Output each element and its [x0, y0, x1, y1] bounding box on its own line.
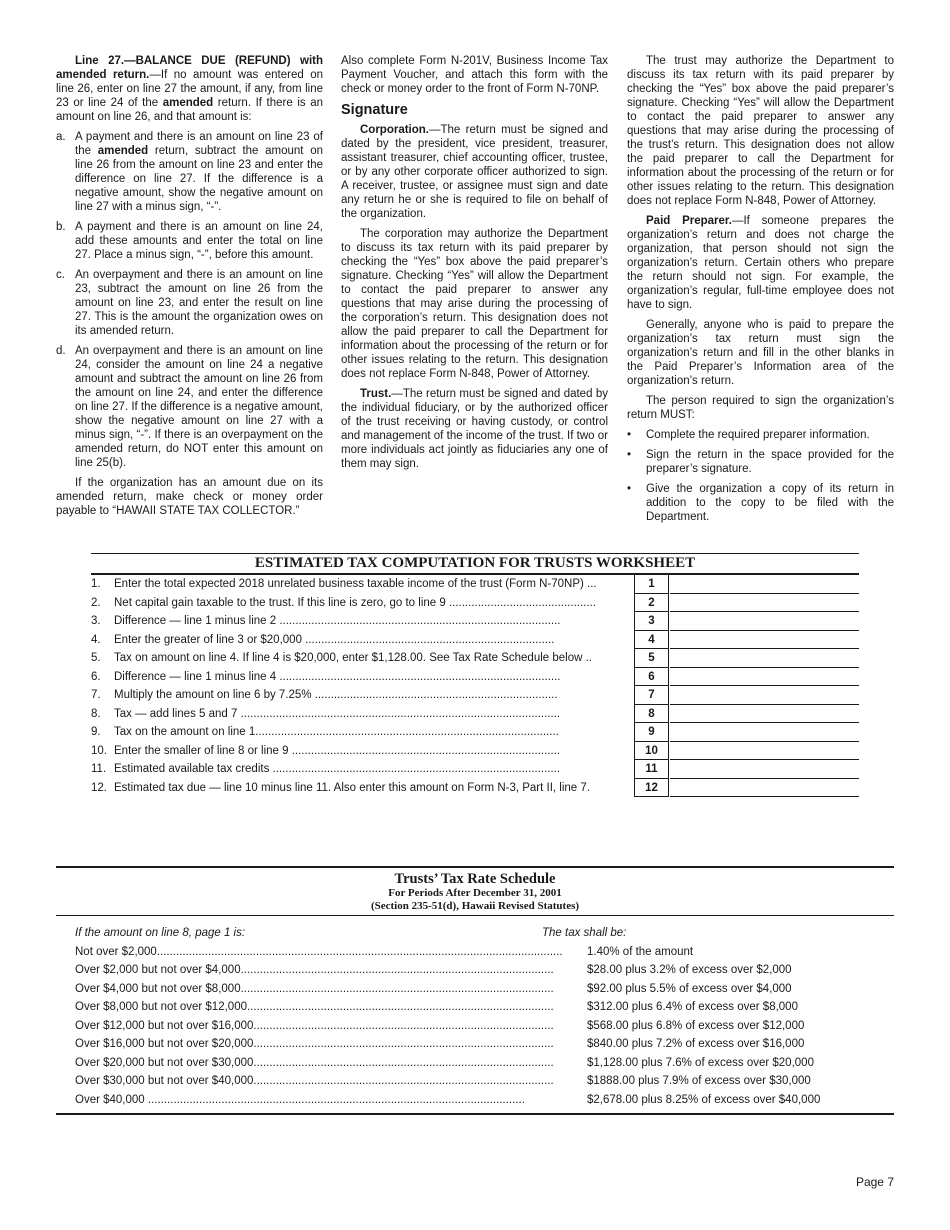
line-number-box: 2	[634, 594, 669, 613]
table-row: Over $8,000 but not over $12,000................................................................................................ $312.00 plus 6.4% of excess over $8,000	[75, 1001, 798, 1013]
line-number-box: 4	[634, 631, 669, 650]
worksheet-row: 5. Tax on amount on line 4. If line 4 is $20,000, enter $1,128.00. See Tax Rate Schedule below .. 5	[91, 649, 859, 668]
page-number: Page 7	[855, 1175, 894, 1189]
worksheet-row: 2. Net capital gain taxable to the trust. If this line is zero, go to line 9 .............................................. 2	[91, 594, 859, 613]
bullet-icon: •	[627, 429, 632, 441]
entry-field[interactable]	[670, 649, 859, 668]
list-item: d. An overpayment and there is an amount on line 24, consider the amount on line 24 a negative amount and subtract the amount on line 26 from the amount on line 24, and enter the difference on line 27. If the difference is a negative amount, show the negative amount on line 27 with a minus sign, “-”. If there is an overpayment on the amended return, do NOT enter this amount on line 25(b).	[56, 345, 323, 469]
preparer-requirements-list	[627, 428, 894, 524]
schedule-column-headers	[75, 926, 894, 945]
schedule-title: Trusts’ Tax Rate Schedule	[394, 871, 556, 887]
table-row: Over $16,000 but not over $20,000.............................................................................................. $840.00 plus 7.2% of excess over $16,000	[75, 1038, 805, 1050]
line-number-box: 12	[634, 779, 669, 798]
line-number-box: 11	[634, 760, 669, 779]
entry-field[interactable]	[670, 779, 859, 798]
line27-heading: Line 27.—BALANCE DUE (REFUND) with amended return.	[56, 55, 323, 81]
worksheet-row: 9. Tax on the amount on line 1............................................................................................... 9	[91, 723, 859, 742]
line-number-box: 9	[634, 723, 669, 742]
paid-preparer-paragraph: Paid Preparer.—If someone prepares the organization’s return and does not charge the organization, that person should not sign the organization’s return. Certain others who prepare the return should not sign. For example, the organization’s regular, full-time employee does not have to sign.	[627, 215, 894, 311]
line-number-box: 5	[634, 649, 669, 668]
amount-column-header: If the amount on line 8, page 1 is:	[75, 927, 246, 939]
entry-field[interactable]	[670, 575, 859, 594]
instructions-column-3	[627, 54, 894, 530]
entry-field[interactable]	[670, 742, 859, 761]
trust-paragraph: Trust.—The return must be signed and dated by the individual fiduciary, or by the authorized officer of the trust receiving or having custody, or control and management of the income of the trust. If two or more individuals act jointly as fiduciaries any one of them may sign.	[341, 388, 608, 470]
worksheet-row: 1. Enter the total expected 2018 unrelated business taxable income of the trust (Form N-70NP) ... 1	[91, 575, 859, 594]
corporation-paragraph: Corporation.—The return must be signed and dated by the president, vice president, treasurer, assistant treasurer, chief accounting officer, trustee, or by any other corporate officer authorized to sign. A receiver, trustee, or assignee must sign and date any return he or she is required to file on behalf of the organization.	[341, 124, 608, 220]
table-row: Over $30,000 but not over $40,000.............................................................................................. $1888.00 plus 7.9% of excess over $30,000	[75, 1075, 811, 1087]
entry-field[interactable]	[670, 668, 859, 687]
worksheet-row: 3. Difference — line 1 minus line 2 ........................................................................................ 3	[91, 612, 859, 631]
entry-field[interactable]	[670, 631, 859, 650]
worksheet-row: 8. Tax — add lines 5 and 7 .................................................................................................... 8	[91, 705, 859, 724]
entry-field[interactable]	[670, 612, 859, 631]
trust-authorize-paragraph: The trust may authorize the Department to discuss its tax return with its paid preparer by checking the “Yes” box above the paid preparer’s signature. Checking “Yes” will allow the Department to contact the paid preparer to answer any questions that may arise during the processing of the trust’s return. This designation does not allow the paid preparer to call the Department for information about the processing of the return or for other issues relating to the return. This designation does not replace Form N-848, Power of Attorney.	[627, 55, 894, 207]
line27-conditions-list	[56, 130, 323, 470]
worksheet-row: 7. Multiply the amount on line 6 by 7.25% ............................................................................ 7	[91, 686, 859, 705]
schedule-header	[56, 868, 894, 916]
line-number-box: 6	[634, 668, 669, 687]
bullet-icon: •	[627, 449, 632, 461]
generally-paragraph: Generally, anyone who is paid to prepare the organization’s tax return must sign the organization’s return and fill in the other blanks in the Paid Preparer’s Information area of the organization’s return.	[627, 319, 894, 387]
bullet-icon: •	[627, 483, 632, 495]
line-number-box: 10	[634, 742, 669, 761]
must-intro: The person required to sign the organization’s return MUST:	[627, 395, 894, 421]
schedule-body	[56, 916, 894, 1115]
entry-field[interactable]	[670, 594, 859, 613]
line-number-box: 3	[634, 612, 669, 631]
entry-field[interactable]	[670, 686, 859, 705]
table-row: Over $4,000 but not over $8,000.................................................................................................. $92.00 plus 5.5% of excess over $4,000	[75, 982, 792, 995]
worksheet-row: 11. Estimated available tax credits .......................................................................................... 11	[91, 760, 859, 779]
worksheet-row: 6. Difference — line 1 minus line 4 ........................................................................................ 6	[91, 668, 859, 687]
list-item: • Complete the required preparer information.	[627, 429, 870, 441]
worksheet-row: 4. Enter the greater of line 3 or $20,000 .............................................................................. 4	[91, 631, 859, 650]
list-item: • Sign the return in the space provided for the preparer’s signature.	[627, 449, 894, 475]
tax-rate-schedule	[56, 866, 894, 1115]
worksheet-title: ESTIMATED TAX COMPUTATION FOR TRUSTS WORKSHEET	[91, 553, 859, 575]
entry-field[interactable]	[670, 760, 859, 779]
voucher-paragraph: Also complete Form N-201V, Business Income Tax Payment Voucher, and attach this form with the check or money order to the front of Form N-70NP.	[341, 55, 608, 95]
corporation-authorize-paragraph: The corporation may authorize the Department to discuss its tax return with its paid preparer by checking the “Yes” box above the paid preparer’s signature. Checking “Yes” will allow the Department to contact the paid preparer to answer any questions that may arise during the processing of the corporation’s return. This designation does not allow the paid preparer to call the Department for information about the processing of the return or for other issues relating to the return. This designation does not replace Form N-848, Power of Attorney.	[341, 228, 608, 380]
schedule-statute: (Section 235-51(d), Hawaii Revised Statutes)	[370, 900, 580, 912]
worksheet-row: 10. Enter the smaller of line 8 or line 9 .................................................................................... 10	[91, 742, 859, 761]
entry-field[interactable]	[670, 723, 859, 742]
table-row: Over $12,000 but not over $16,000.............................................................................................. $568.00 plus 6.8% of excess over $12,000	[75, 1019, 805, 1032]
line-number-box: 1	[634, 575, 669, 594]
instructions-column-1	[56, 54, 323, 524]
estimated-tax-worksheet	[91, 553, 859, 797]
line-number-box: 8	[634, 705, 669, 724]
list-item: b. A payment and there is an amount on line 24, add these amounts and enter the total on line 27. Place a minus sign, “-”, before this amount.	[56, 221, 323, 261]
table-row: Over $2,000 but not over $4,000.................................................................................................. $28.00 plus 3.2% of excess over $2,000	[75, 964, 792, 976]
worksheet-row: 12. Estimated tax due — line 10 minus line 11. Also enter this amount on Form N-3, Part II, line 7. 12	[91, 779, 859, 798]
tax-column-header: The tax shall be:	[542, 927, 627, 939]
amount-due-paragraph: If the organization has an amount due on its amended return, make check or money order payable to “HAWAII STATE TAX COLLECTOR.”	[56, 477, 323, 517]
entry-field[interactable]	[670, 705, 859, 724]
list-item: • Give the organization a copy of its return in addition to the copy to be filed with the Department.	[627, 483, 894, 523]
instructions-column-2	[341, 54, 608, 477]
list-item: a. A payment and there is an amount on line 23 of the amended return, subtract the amount on line 26 from the amount on line 23 and enter the difference on line 27. If the difference is a negative amount, show the negative amount on line 27 with a minus sign, “-”.	[56, 131, 323, 213]
schedule-subtitle: For Periods After December 31, 2001	[388, 887, 562, 899]
list-item: c. An overpayment and there is an amount on line 23, subtract the amount on line 26 from the amount on line 23, and enter the result on line 27. This is the amount the organization owes on its amended return.	[56, 269, 323, 337]
line27-paragraph: Line 27.—BALANCE DUE (REFUND) with amended return.—If no amount was entered on line 26, enter on line 27 the amount, if any, from line 23 or line 24 of the amended return. If there is an amount on line 26, and that amount is:	[56, 55, 323, 123]
table-row: Not over $2,000............................................................................................................................... 1.40% of the amount	[75, 945, 694, 958]
table-row: Over $20,000 but not over $30,000.............................................................................................. $1,128.00 plus 7.6% of excess over $20,000	[75, 1056, 814, 1069]
line-number-box: 7	[634, 686, 669, 705]
table-row: Over $40,000 ...................................................................................................................... $2,678.00 plus 8.25% of excess over $40,000	[75, 1093, 821, 1106]
signature-heading: Signature	[341, 102, 408, 118]
